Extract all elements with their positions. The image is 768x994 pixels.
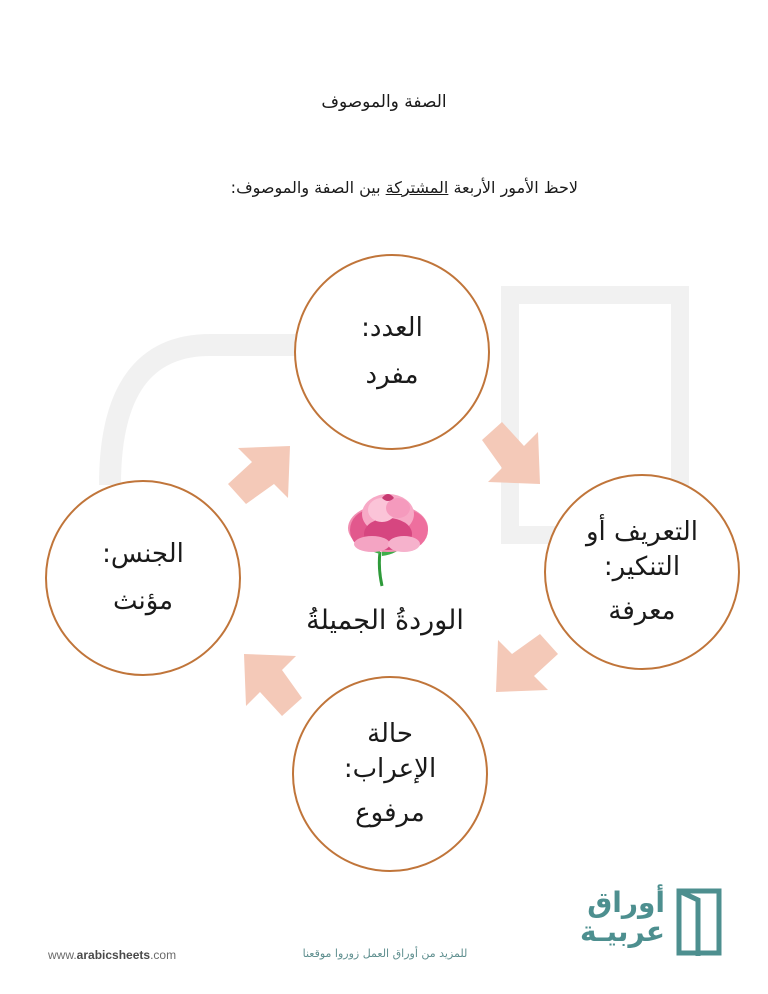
arrow-to-gender	[238, 648, 308, 718]
arrow-to-number	[226, 440, 296, 510]
logo-line-1: أوراق	[587, 886, 665, 919]
gender-value: مؤنث	[112, 586, 174, 616]
instruction-text	[231, 178, 578, 197]
case-value: مرفوع	[355, 797, 425, 828]
footer-url-bold: arabicsheets	[76, 948, 151, 962]
definiteness-value: معرفة	[608, 595, 676, 626]
instruction-after: بين الصفة والموصوف:	[230, 178, 386, 197]
footer-url-suffix: .com	[150, 948, 177, 962]
page-title: الصفة والموصوف	[321, 92, 447, 112]
instruction-before: لاحظ الأمور الأربعة	[448, 178, 578, 197]
circle-number	[294, 254, 490, 450]
arrow-to-definiteness	[476, 420, 546, 490]
center-phrase: الوردةُ الجميلةُ	[306, 605, 464, 636]
circle-gender	[45, 480, 241, 676]
footer-cta: للمزيد من أوراق العمل زوروا موقعنا	[302, 947, 468, 960]
case-label: حالة الإعراب:	[343, 719, 437, 785]
circle-case	[292, 676, 488, 872]
number-label: العدد:	[361, 312, 423, 343]
brand-logo-icon	[676, 888, 722, 956]
logo-line-2: عربيـة	[579, 915, 665, 949]
gender-label: الجنس:	[102, 538, 184, 569]
instruction-underlined: المشتركة	[385, 178, 449, 197]
definiteness-label: التعريف أو التنكير:	[585, 517, 699, 583]
arrow-to-case	[490, 628, 560, 698]
footer-url	[48, 948, 176, 962]
number-value: مفرد	[365, 360, 419, 390]
rose-icon	[342, 484, 438, 588]
brand-logo-text	[575, 888, 665, 947]
circle-definiteness	[544, 474, 740, 670]
footer-url-prefix: www.	[48, 948, 77, 962]
